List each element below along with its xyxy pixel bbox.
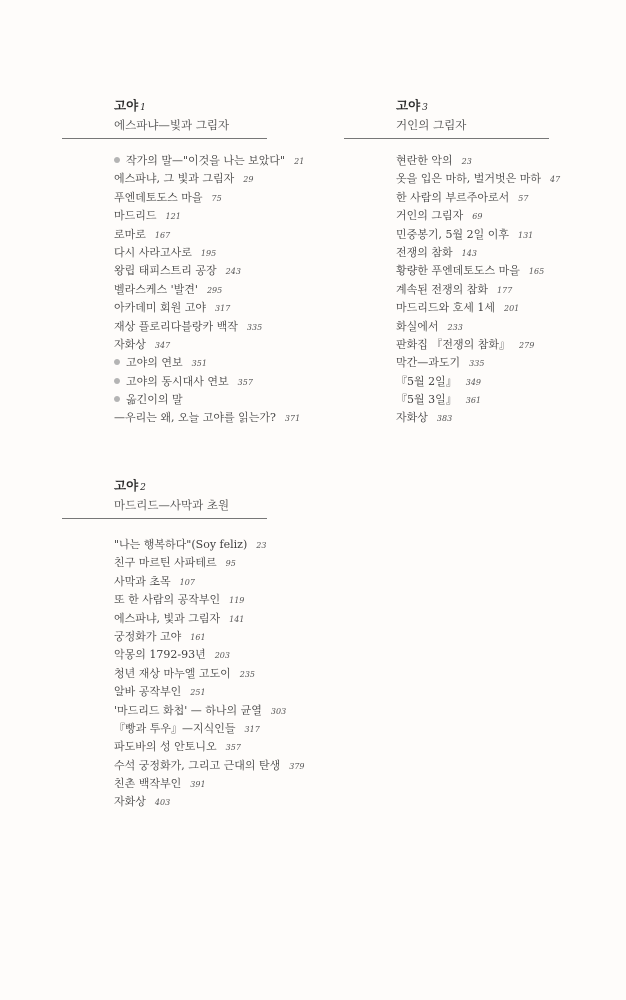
toc-entry[interactable] [114, 336, 304, 354]
toc-entry[interactable] [114, 244, 304, 262]
toc-entry[interactable] [114, 299, 304, 317]
toc-entry[interactable] [396, 281, 560, 299]
entry-title: 친구 마르틴 사파테르 [114, 556, 217, 570]
volume-title-text: 고야 [114, 98, 139, 113]
entry-page: 195 [200, 248, 217, 258]
volume-3-section [344, 98, 549, 139]
entry-title: 알바 공작부인 [114, 685, 182, 699]
volume-title-text: 고야 [396, 98, 421, 113]
toc-entry[interactable] [114, 628, 305, 646]
entry-title: 파도바의 성 안토니오 [114, 740, 217, 754]
entry-page: 141 [229, 614, 245, 624]
toc-entry[interactable] [114, 318, 304, 336]
entry-title: 궁정화가 고야 [114, 629, 182, 643]
bullet-icon [114, 157, 120, 163]
volume-3-header [344, 98, 549, 133]
entry-page: 349 [465, 377, 482, 387]
entry-title: '마드리드 화첩' — 하나의 균열 [114, 703, 262, 717]
toc-entry[interactable] [396, 409, 560, 427]
volume-1-section [62, 98, 267, 139]
entry-page: 119 [229, 596, 245, 606]
entry-page: 379 [289, 761, 305, 771]
entry-page: 391 [190, 780, 206, 790]
entry-page: 75 [211, 193, 222, 203]
toc-entry[interactable] [396, 299, 560, 317]
entry-title: 자화상 [114, 795, 146, 809]
volume-1-toc-list [62, 152, 304, 428]
entry-page: 131 [518, 230, 534, 240]
toc-entry[interactable] [114, 720, 305, 738]
entry-title: 『빵과 투우』—지식인들 [114, 721, 236, 735]
toc-entry[interactable] [114, 610, 305, 628]
entry-page: 21 [294, 157, 305, 166]
toc-entry[interactable] [114, 373, 304, 391]
volume-title-text: 고야 [114, 478, 139, 493]
entry-title: 『5월 2일』 [396, 374, 457, 388]
bullet-icon [114, 396, 120, 402]
entry-page: 279 [519, 340, 535, 350]
toc-entry[interactable] [114, 170, 304, 188]
volume-2-header [62, 478, 267, 513]
toc-entry[interactable] [396, 391, 560, 409]
entry-title: 자화상 [396, 411, 428, 425]
toc-entry[interactable] [396, 226, 560, 244]
entry-page: 317 [215, 304, 231, 314]
entry-title: 에스파냐, 빛과 그림자 [114, 611, 221, 625]
volume-subtitle: 에스파냐—빛과 그림자 [114, 118, 230, 132]
entry-title: 청년 재상 마누엘 고도이 [114, 666, 231, 680]
entry-title: 판화집 『전쟁의 참화』 [396, 337, 511, 351]
entry-page: 235 [239, 669, 256, 679]
toc-entry[interactable] [396, 262, 560, 280]
entry-page: 357 [225, 743, 241, 753]
entry-title: 민중봉기, 5월 2일 이후 [396, 227, 509, 241]
entry-title: 거인의 그림자 [396, 209, 464, 223]
toc-entry[interactable] [396, 373, 560, 391]
entry-title: 에스파냐, 그 빛과 그림자 [114, 172, 235, 186]
entry-page: 303 [270, 706, 287, 716]
entry-title: 또 한 사람의 공작부인 [114, 593, 221, 607]
entry-page: 357 [237, 377, 253, 387]
toc-entry[interactable] [114, 391, 304, 409]
entry-title: 옷을 입은 마하, 벌거벗은 마하 [396, 172, 541, 186]
toc-entry[interactable] [114, 573, 305, 591]
divider-rule [62, 518, 267, 519]
entry-page: 23 [461, 157, 472, 166]
toc-entry[interactable] [396, 152, 560, 170]
entry-page: 233 [447, 322, 463, 332]
entry-title: 아카데미 회원 고야 [114, 301, 207, 315]
toc-entry[interactable] [396, 354, 560, 372]
entry-page: 251 [190, 688, 206, 698]
entry-page: 383 [436, 414, 453, 424]
divider-rule [62, 138, 267, 139]
volume-2-toc-list [62, 536, 305, 812]
toc-entry[interactable] [396, 170, 560, 188]
entry-page: 29 [243, 175, 254, 185]
volume-subtitle: 거인의 그림자 [396, 118, 467, 132]
volume-3-toc-list [344, 152, 560, 428]
volume-title [114, 98, 267, 115]
toc-entry[interactable] [114, 591, 305, 609]
toc-entry[interactable] [114, 409, 304, 427]
entry-page: 177 [497, 285, 513, 295]
toc-entry[interactable] [396, 207, 560, 225]
entry-page: 403 [154, 798, 171, 808]
toc-entry[interactable] [114, 775, 305, 793]
entry-page: 107 [179, 577, 195, 587]
toc-entry[interactable] [114, 702, 305, 720]
entry-page: 47 [550, 175, 561, 185]
entry-page: 57 [518, 193, 529, 203]
entry-title: 로마로 [114, 227, 146, 241]
entry-page: 203 [214, 651, 230, 661]
entry-page: 201 [504, 304, 520, 314]
entry-title: —우리는 왜, 오늘 고야를 읽는가? [114, 411, 276, 425]
entry-page: 161 [190, 632, 206, 642]
volume-1-header [62, 98, 267, 133]
entry-page: 243 [225, 267, 241, 277]
toc-entry[interactable] [114, 226, 304, 244]
toc-entry[interactable] [114, 354, 304, 372]
toc-entry[interactable] [114, 757, 305, 775]
toc-entry[interactable] [114, 665, 305, 683]
entry-page: 335 [469, 359, 485, 369]
bullet-icon [114, 378, 120, 384]
entry-page: 295 [206, 285, 223, 295]
entry-page: 167 [154, 230, 171, 240]
toc-entry[interactable] [396, 318, 560, 336]
toc-entry[interactable] [114, 683, 305, 701]
toc-entry[interactable] [114, 189, 304, 207]
entry-title: 사막과 초목 [114, 574, 171, 588]
entry-title: 작가의 말—"이것을 나는 보았다" [126, 154, 286, 167]
volume-subtitle: 마드리드—사막과 초원 [114, 498, 230, 512]
entry-page: 361 [465, 396, 482, 406]
entry-title: 막간—과도기 [396, 356, 461, 370]
entry-title: 고야의 연보 [126, 356, 183, 370]
volume-number: 1 [140, 103, 146, 113]
volume-title [396, 98, 549, 115]
entry-page: 347 [154, 340, 171, 350]
toc-entry[interactable] [396, 336, 560, 354]
entry-title: 마드리드 [114, 209, 157, 223]
entry-title: 재상 플로리다블랑카 백작 [114, 319, 238, 333]
toc-entry[interactable] [114, 152, 304, 170]
bullet-icon [114, 359, 120, 365]
toc-entry[interactable] [114, 738, 305, 756]
entry-page: 371 [284, 414, 301, 424]
entry-title: 다시 사라고사로 [114, 245, 192, 259]
toc-entry[interactable] [396, 244, 560, 262]
entry-title: 옮긴이의 말 [126, 393, 183, 407]
toc-entry[interactable] [114, 207, 304, 225]
entry-title: 『5월 3일』 [396, 393, 457, 407]
divider-rule [344, 138, 549, 139]
entry-page: 121 [165, 212, 181, 222]
entry-title: 왕립 태피스트리 공장 [114, 264, 217, 278]
toc-entry[interactable] [114, 281, 304, 299]
entry-title: 계속된 전쟁의 참화 [396, 282, 489, 296]
entry-title: 황량한 푸엔데토도스 마을 [396, 264, 520, 278]
entry-title: 한 사람의 부르주아로서 [396, 190, 510, 204]
entry-title: 푸엔데토도스 마을 [114, 190, 203, 204]
entry-page: 143 [461, 248, 477, 258]
entry-page: 335 [246, 322, 263, 332]
entry-title: 수석 궁정화가, 그리고 근대의 탄생 [114, 758, 281, 772]
toc-entry[interactable] [114, 646, 305, 664]
entry-page: 165 [528, 267, 545, 277]
volume-2-section [62, 478, 267, 519]
entry-title: "나는 행복하다"(Soy feliz) [114, 538, 248, 551]
entry-title: 친촌 백작부인 [114, 777, 182, 791]
entry-page: 351 [191, 359, 207, 369]
volume-title [114, 478, 267, 495]
volume-number: 2 [140, 483, 146, 493]
toc-entry[interactable] [114, 262, 304, 280]
entry-title: 자화상 [114, 337, 146, 351]
entry-page: 95 [225, 559, 236, 569]
entry-page: 69 [472, 212, 483, 222]
entry-title: 전쟁의 참화 [396, 245, 453, 259]
entry-page: 317 [244, 724, 260, 734]
entry-title: 벨라스케스 '발견' [114, 282, 198, 296]
entry-title: 화실에서 [396, 319, 439, 333]
toc-entry[interactable] [396, 189, 560, 207]
toc-entry[interactable] [114, 536, 305, 554]
entry-title: 악몽의 1792-93년 [114, 648, 206, 662]
entry-title: 현란한 악의 [396, 154, 453, 167]
entry-page: 23 [256, 541, 267, 550]
entry-title: 고야의 동시대사 연보 [126, 374, 229, 388]
volume-number: 3 [422, 103, 428, 113]
entry-title: 마드리드와 호세 1세 [396, 301, 495, 315]
toc-entry[interactable] [114, 554, 305, 572]
toc-entry[interactable] [114, 793, 305, 811]
